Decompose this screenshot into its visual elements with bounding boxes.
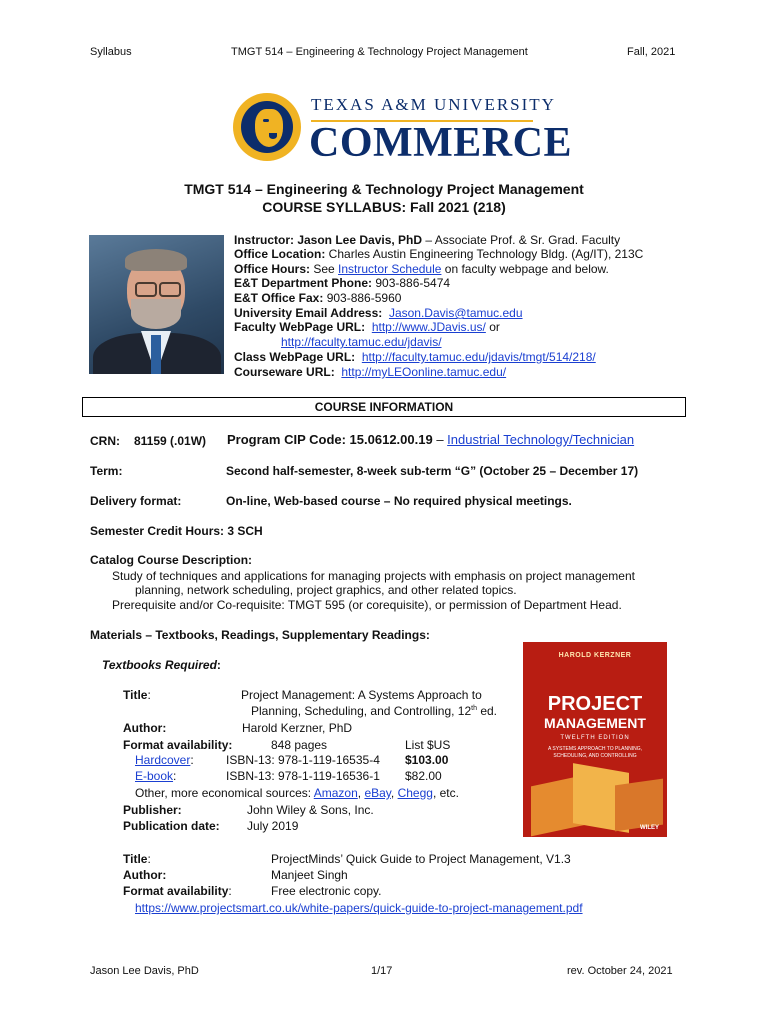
hardcover-label: Hardcover: (135, 753, 194, 767)
credit-hours: Semester Credit Hours: 3 SCH (90, 524, 263, 538)
ebook-isbn: ISBN-13: 978-1-119-16536-1 (226, 769, 380, 783)
book1-author-label: Author: (123, 721, 167, 735)
instructor-photo (89, 235, 224, 374)
amazon-link[interactable]: Amazon (313, 786, 358, 800)
footer-right: rev. October 24, 2021 (567, 965, 673, 977)
course-information-heading: COURSE INFORMATION (82, 397, 686, 417)
book2-title-label: Title: (123, 852, 151, 866)
prerequisite: Prerequisite and/or Co-requisite: TMGT 595 (or corequisite), or permission of Department Head. (112, 598, 622, 612)
publisher-label: Publisher: (123, 803, 182, 817)
chegg-link[interactable]: Chegg (397, 786, 433, 800)
book2-format-value: Free electronic copy. (271, 884, 382, 898)
course-title: TMGT 514 – Engineering & Technology Project Management (184, 181, 584, 197)
industrial-technology-link[interactable]: Industrial Technology/Technician (447, 432, 635, 447)
email-line: University Email Address: Jason.Davis@tamuc.edu (234, 306, 523, 320)
pubdate-label: Publication date: (123, 819, 220, 833)
courseware-line: Courseware URL: http://myLEOonline.tamuc.edu/ (234, 365, 507, 379)
book1-title-label: Title: (123, 688, 151, 702)
class-page-link[interactable]: http://faculty.tamuc.edu/jdavis/tmgt/514/218/ (361, 350, 596, 364)
materials-label: Materials – Textbooks, Readings, Supplementary Readings: (90, 628, 430, 642)
ebook-link[interactable]: E-book (135, 769, 174, 783)
book-cover-edition: TWELFTH EDITION (560, 735, 630, 741)
book2-author-label: Author: (123, 868, 167, 882)
footer-left: Jason Lee Davis, PhD (90, 965, 199, 977)
book2-title-value: ProjectMinds’ Quick Guide to Project Management, V1.3 (271, 852, 571, 866)
cip-line: Program CIP Code: 15.0612.00.19 – Industrial Technology/Technician (227, 432, 635, 447)
header-right: Fall, 2021 (627, 46, 676, 58)
logo-university-text: TEXAS A&M UNIVERSITY (311, 95, 556, 114)
page-number: 1/17 (371, 965, 393, 977)
book-cover-subtitle: A SYSTEMS APPROACH TO PLANNING, SCHEDULING, AND CONTROLLING (547, 746, 642, 759)
catalog-line-1: Study of techniques and applications for managing projects with emphasis on project management (112, 569, 635, 583)
book1-pages: 848 pages (271, 738, 328, 752)
jdavis-link[interactable]: http://www.JDavis.us/ (371, 320, 486, 334)
delivery-value: On-line, Web-based course – No required physical meetings. (226, 494, 572, 508)
pubdate-value: July 2019 (247, 819, 299, 833)
delivery-label: Delivery format: (90, 494, 182, 508)
book-cover-title-1: PROJECT (547, 693, 643, 715)
ebook-label: E-book: (135, 769, 177, 783)
lion-logo-icon (233, 93, 301, 161)
book1-title-line2: Planning, Scheduling, and Controlling, 12th ed. (251, 704, 498, 718)
term-label: Term: (90, 464, 123, 478)
hardcover-price: $103.00 (405, 753, 449, 767)
logo-campus-text: COMMERCE (309, 120, 572, 166)
book1-author-value: Harold Kerzner, PhD (242, 721, 353, 735)
courseware-link[interactable]: http://myLEOonline.tamuc.edu/ (341, 365, 507, 379)
ebook-price: $82.00 (405, 769, 442, 783)
syllabus-title: COURSE SYLLABUS: Fall 2021 (218) (262, 199, 506, 215)
hardcover-isbn: ISBN-13: 978-1-119-16535-4 (226, 753, 380, 767)
book2-author-value: Manjeet Singh (271, 868, 348, 882)
book1-title-line1: Project Management: A Systems Approach to (241, 688, 482, 702)
crn-value: 81159 (.01W) (134, 434, 207, 448)
book1-list-label: List $US (405, 738, 451, 752)
publisher-value: John Wiley & Sons, Inc. (247, 803, 374, 817)
class-web-line: Class WebPage URL: http://faculty.tamuc.edu/jdavis/tmgt/514/218/ (234, 350, 596, 364)
other-sources-line: Other, more economical sources: Amazon, eBay, Chegg, etc. (135, 786, 459, 800)
instructor-schedule-link[interactable]: Instructor Schedule (338, 262, 442, 276)
book-cover-author: HAROLD KERZNER (558, 652, 632, 659)
term-value: Second half-semester, 8-week sub-term “G” (October 25 – December 17) (226, 464, 639, 478)
faculty-web-line: Faculty WebPage URL: http://www.JDavis.us/ or (234, 320, 500, 334)
fax-line: E&T Office Fax: 903-886-5960 (234, 291, 402, 305)
ebay-link[interactable]: eBay (364, 786, 391, 800)
crn-label: CRN: (90, 434, 120, 448)
office-location-line: Office Location: Charles Austin Engineering Technology Bldg. (Ag/IT), 213C (234, 247, 644, 261)
book-cover-publisher: WILEY (640, 825, 659, 831)
header-left: Syllabus (90, 46, 132, 58)
faculty-web-line-2 (281, 335, 442, 349)
book2-url-line (135, 901, 583, 915)
catalog-label: Catalog Course Description: (90, 553, 253, 567)
hardcover-link[interactable]: Hardcover (135, 753, 191, 767)
office-hours-line: Office Hours: See Instructor Schedule on faculty webpage and below. (234, 262, 609, 276)
book-cover-title-2: MANAGEMENT (544, 715, 646, 731)
book1-format-label: Format availability: (123, 738, 233, 752)
textbooks-required-label: Textbooks Required: (102, 658, 221, 672)
quick-guide-pdf-link[interactable]: https://www.projectsmart.co.uk/white-papers/quick-guide-to-project-management.pdf (135, 901, 583, 915)
email-link[interactable]: Jason.Davis@tamuc.edu (388, 306, 523, 320)
phone-line: E&T Department Phone: 903-886-5474 (234, 276, 451, 290)
book2-format-label: Format availability: (123, 884, 232, 898)
faculty-page-link[interactable]: http://faculty.tamuc.edu/jdavis/ (281, 335, 442, 349)
header-center: TMGT 514 – Engineering & Technology Project Management (231, 46, 528, 58)
instructor-line: Instructor: Jason Lee Davis, PhD – Associate Prof. & Sr. Grad. Faculty (234, 233, 621, 247)
book-cover-image (523, 642, 667, 837)
catalog-line-2: planning, network scheduling, project graphics, and other related topics. (135, 583, 517, 597)
